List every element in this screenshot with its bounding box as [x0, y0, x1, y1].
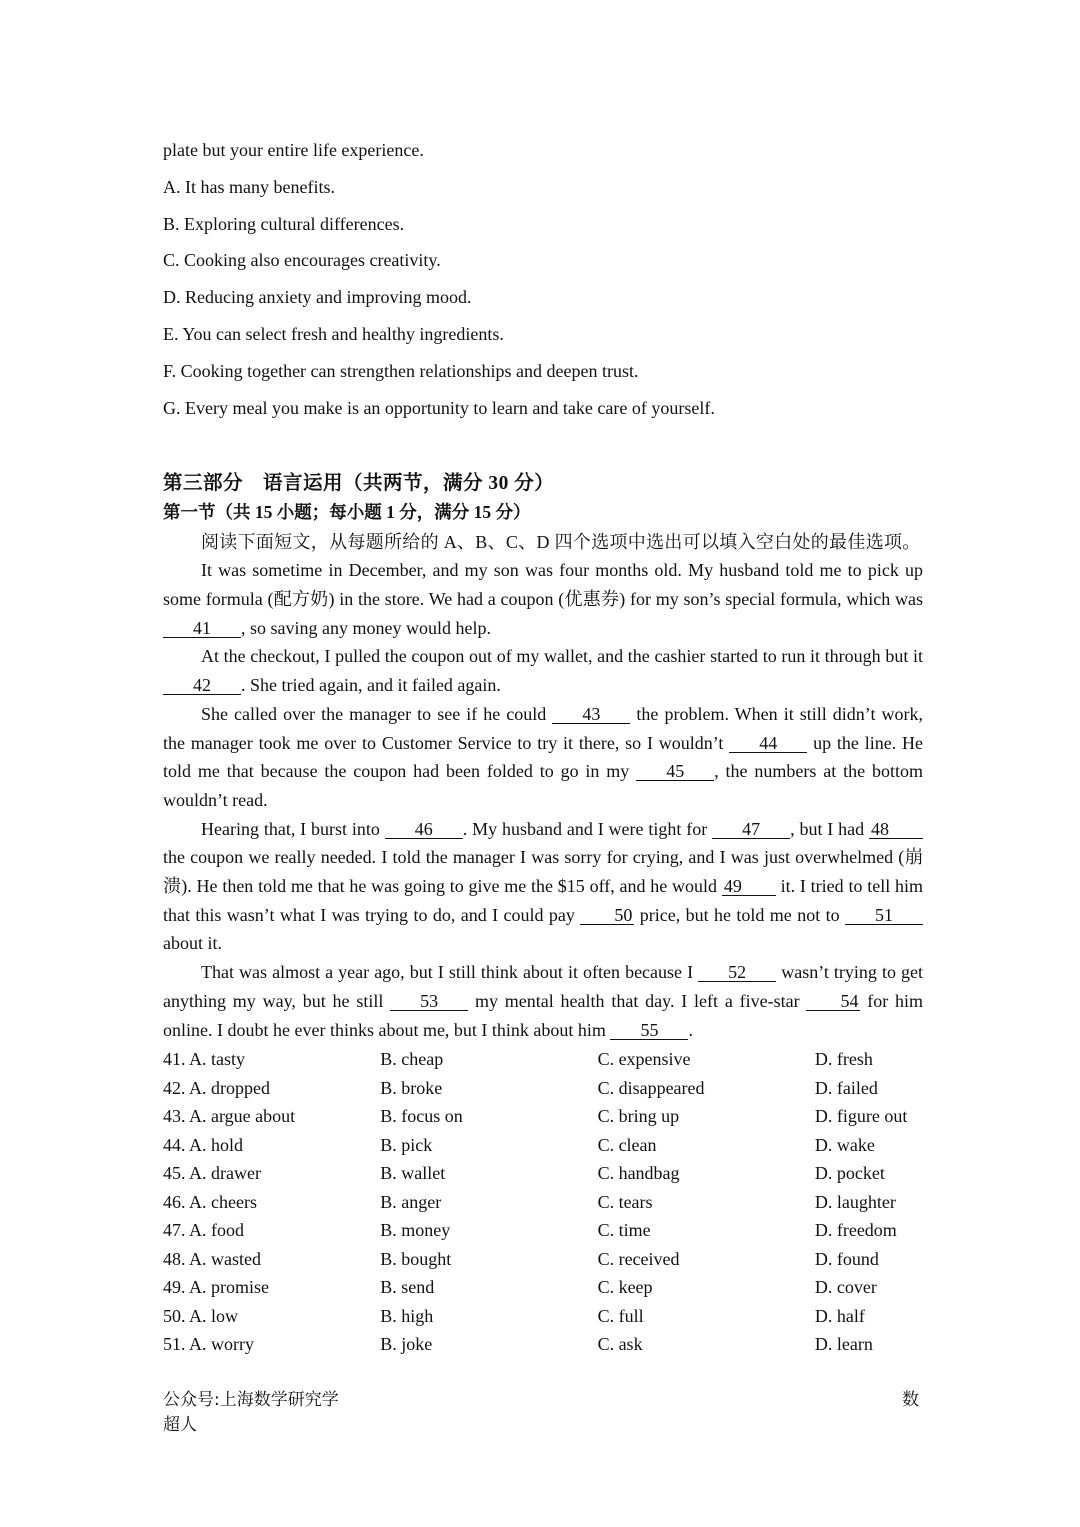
passage-text: my mental health that day. I left a five-star — [474, 990, 800, 1011]
blank-45: 45 — [636, 762, 714, 781]
option-a: 43. A. argue about — [163, 1106, 296, 1127]
blank-47: 47 — [712, 820, 790, 839]
instruction: 阅读下面短文，从每题所给的 A、B、C、D 四个选项中选出可以填入空白处的最佳选项。 — [201, 531, 921, 552]
blank-42: 42 — [163, 676, 241, 695]
passage-paragraph-3 — [163, 700, 923, 815]
blank-52: 52 — [698, 963, 776, 982]
option-row-51 — [163, 1330, 923, 1359]
passage-text: . My husband and I were tight for — [462, 818, 708, 839]
blank-49: 49 — [722, 877, 776, 896]
option-d: D. pocket — [814, 1163, 885, 1184]
passage-text: That was almost a year ago, but I still think about it often because I — [201, 962, 694, 983]
blank-53: 53 — [390, 992, 468, 1011]
option-d: D. failed — [814, 1077, 878, 1098]
passage-tail: plate but your entire life experience. — [163, 140, 424, 160]
option-b: B. cheap — [380, 1049, 444, 1070]
passage-text: up the line. He told me that because the coupon had been folded to go in my — [163, 732, 924, 782]
option-c: C. handbag — [597, 1163, 680, 1184]
passage-text: , the numbers at the bottom wouldn’t read. — [163, 761, 923, 810]
blank-44: 44 — [729, 734, 807, 753]
option-row-47 — [163, 1216, 923, 1245]
passage-paragraph-4 — [163, 815, 923, 959]
choice-e: E. You can select fresh and healthy ingredients. — [163, 323, 504, 344]
passage-paragraph-1 — [163, 556, 923, 642]
page-footer — [163, 1388, 919, 1438]
option-c: C. disappeared — [597, 1077, 705, 1098]
choice-list — [163, 173, 923, 422]
option-b: B. joke — [380, 1334, 433, 1355]
passage-text: , so saving any money would help. — [241, 617, 491, 638]
option-row-42 — [163, 1074, 923, 1103]
blank-55: 55 — [610, 1021, 688, 1040]
footer-source: 公众号:上海数学研究学超人 — [163, 1390, 339, 1435]
passage-text: price, but he told me not to — [639, 904, 840, 925]
option-d: D. fresh — [814, 1049, 873, 1070]
option-b: B. wallet — [380, 1163, 446, 1184]
option-d: D. half — [814, 1305, 865, 1326]
blank-54: 54 — [806, 992, 860, 1011]
section-title: 第三部分 语言运用（共两节，满分 30 分） — [163, 472, 555, 494]
passage-text: about it. — [163, 933, 222, 954]
passage-text: the coupon we really needed. I told the manager I was sorry for crying, and I was just overwhelmed (崩溃). He then told me that he was going to give me the $15 off, and he would — [163, 847, 923, 897]
passage-text: , but I had — [790, 818, 865, 839]
blank-48: 48 — [869, 820, 923, 839]
option-row-45 — [163, 1159, 923, 1188]
option-d: D. learn — [814, 1334, 873, 1355]
option-b: B. focus on — [380, 1106, 463, 1127]
option-b: B. send — [380, 1277, 435, 1298]
blank-46: 46 — [385, 820, 463, 839]
option-b: B. pick — [380, 1134, 433, 1155]
option-d: D. found — [814, 1248, 879, 1269]
passage-text: At the checkout, I pulled the coupon out of my wallet, and the cashier started to run it through but it — [201, 646, 923, 667]
passage-text: it. I tried to tell him that this wasn’t what I was trying to do, and I could pay — [163, 876, 923, 925]
option-c: C. ask — [597, 1334, 643, 1355]
passage-text: wasn’t trying to get anything my way, but he still — [163, 962, 924, 1011]
option-b: B. money — [380, 1220, 451, 1241]
option-row-50 — [163, 1302, 923, 1331]
option-a: 50. A. low — [163, 1305, 239, 1326]
footer-right-text: 数 — [902, 1390, 919, 1410]
subsection-title: 第一节（共 15 小题；每小题 1 分，满分 15 分） — [163, 501, 531, 522]
passage-paragraph-5 — [163, 958, 923, 1044]
option-a: 46. A. cheers — [163, 1191, 257, 1212]
option-c: C. expensive — [597, 1049, 691, 1070]
passage-text: It was sometime in December, and my son was four months old. My husband told me to pick up some formula (配方奶) in the store. We had a coupon (优惠券) for my son’s special formula, which was — [163, 560, 923, 609]
choice-a: A. It has many benefits. — [163, 176, 335, 197]
choice-g: G. Every meal you make is an opportunity to learn and take care of yourself. — [163, 397, 715, 418]
options-table — [163, 1045, 923, 1359]
option-b: B. broke — [380, 1077, 443, 1098]
option-d: D. cover — [814, 1277, 877, 1298]
option-row-43 — [163, 1102, 923, 1131]
option-c: C. received — [597, 1248, 680, 1269]
blank-43: 43 — [552, 705, 630, 724]
option-a: 42. A. dropped — [163, 1077, 270, 1098]
passage-paragraph-2 — [163, 642, 923, 699]
choice-d: D. Reducing anxiety and improving mood. — [163, 287, 472, 308]
option-a: 45. A. drawer — [163, 1163, 261, 1184]
option-d: D. laughter — [814, 1191, 896, 1212]
option-row-46 — [163, 1188, 923, 1217]
option-row-49 — [163, 1273, 923, 1302]
option-d: D. freedom — [814, 1220, 897, 1241]
option-row-41 — [163, 1045, 923, 1074]
blank-50: 50 — [580, 906, 634, 925]
option-a: 51. A. worry — [163, 1334, 254, 1355]
option-b: B. anger — [380, 1191, 442, 1212]
passage-text: the problem. When it still didn’t work, the manager took me over to Customer Service to try it there, so I wouldn’t — [163, 703, 924, 753]
option-d: D. wake — [814, 1134, 875, 1155]
passage-text: She called over the manager to see if he could — [201, 703, 547, 724]
option-c: C. bring up — [597, 1106, 680, 1127]
option-b: B. high — [380, 1305, 434, 1326]
blank-41: 41 — [163, 619, 241, 638]
passage-text: . She tried again, and it failed again. — [241, 675, 501, 696]
option-a: 41. A. tasty — [163, 1049, 246, 1070]
option-c: C. clean — [597, 1134, 657, 1155]
option-c: C. time — [597, 1220, 651, 1241]
option-row-48 — [163, 1245, 923, 1274]
choice-c: C. Cooking also encourages creativity. — [163, 250, 441, 271]
option-a: 44. A. hold — [163, 1134, 244, 1155]
option-c: C. full — [597, 1305, 644, 1326]
blank-51: 51 — [845, 906, 923, 925]
passage-text: . — [688, 1019, 693, 1040]
option-a: 47. A. food — [163, 1220, 244, 1241]
choice-b: B. Exploring cultural differences. — [163, 213, 405, 234]
option-c: C. keep — [597, 1277, 653, 1298]
option-b: B. bought — [380, 1248, 452, 1269]
option-row-44 — [163, 1131, 923, 1160]
document-page — [163, 136, 923, 1359]
passage-text: Hearing that, I burst into — [201, 818, 380, 839]
option-c: C. tears — [597, 1191, 653, 1212]
option-d: D. figure out — [814, 1106, 908, 1127]
choice-f: F. Cooking together can strengthen relationships and deepen trust. — [163, 360, 639, 381]
option-a: 48. A. wasted — [163, 1248, 261, 1269]
passage-text: for him online. I doubt he ever thinks about me, but I think about him — [163, 990, 924, 1040]
option-a: 49. A. promise — [163, 1277, 269, 1298]
